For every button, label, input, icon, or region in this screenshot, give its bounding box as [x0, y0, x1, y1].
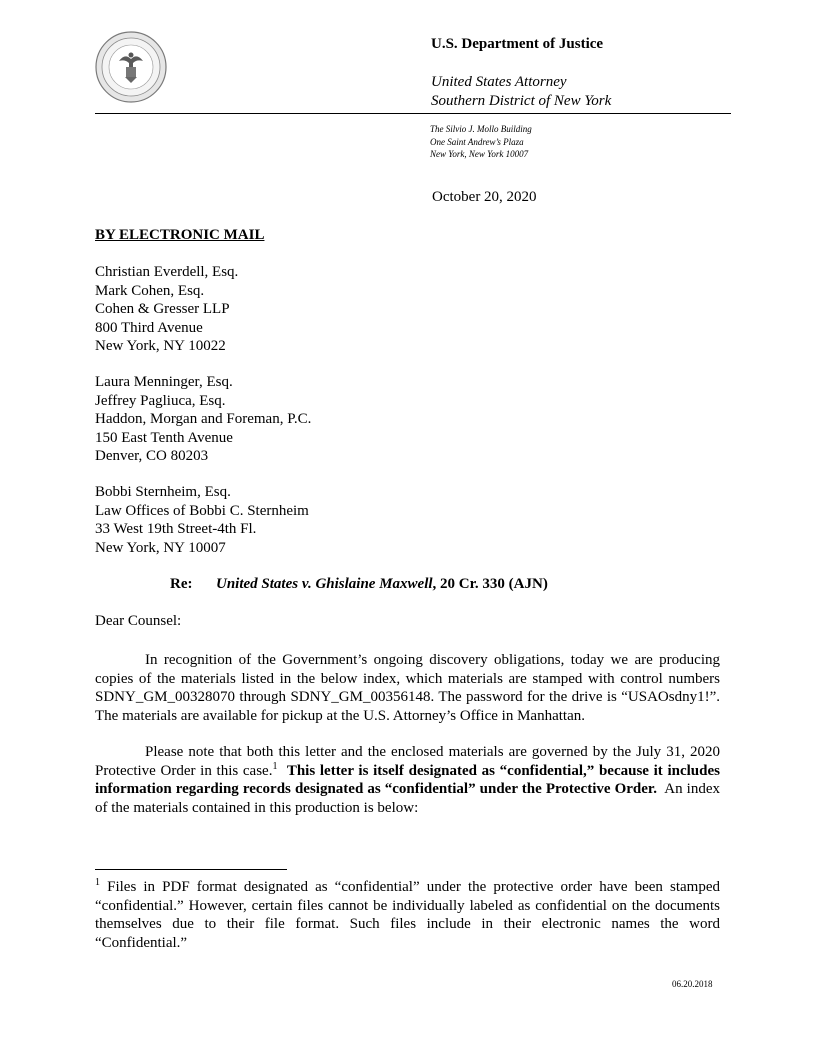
office-name — [431, 73, 611, 111]
footnote — [95, 878, 720, 952]
footnote-reference[interactable]: 1 — [272, 760, 278, 772]
address-line: The Silvio J. Mollo Building — [430, 124, 532, 134]
office-address — [430, 123, 532, 161]
doj-seal-logo — [95, 31, 167, 103]
recipient-line: Cohen & Gresser LLP — [95, 301, 230, 317]
footnote-text: Files in PDF format designated as “confidential” under the protective order have been stamped “confidential.” However, certain files cannot be individually labeled as confidential on the documents themselves due to their file format. Such files include in their electronic names the word “Confidential.” — [95, 879, 721, 951]
recipient-block-1 — [95, 263, 238, 356]
recipient-line: Jeffrey Pagliuca, Esq. — [95, 392, 226, 409]
office-line-1: United States Attorney — [431, 74, 567, 90]
recipient-line: 800 Third Avenue — [95, 319, 203, 336]
recipient-line: New York, NY 10007 — [95, 539, 226, 556]
recipient-line: Mark Cohen, Esq. — [95, 282, 205, 299]
form-number: 06.20.2018 — [672, 979, 713, 989]
confidentiality-notice: This letter is itself designated as “confidential,” because it includes information regarding records designated as “confidential” under the Protective Order. — [95, 762, 720, 797]
re-line — [170, 576, 548, 593]
body-paragraph-2 — [95, 743, 720, 817]
letterhead-divider — [95, 113, 731, 114]
recipient-line: Haddon, Morgan and Foreman, P.C. — [95, 411, 312, 427]
recipient-line: Law Offices of Bobbi C. Sternheim — [95, 502, 309, 519]
recipient-line: 150 East Tenth Avenue — [95, 429, 233, 446]
salutation: Dear Counsel: — [95, 613, 182, 629]
case-name: United States v. Ghislaine Maxwell — [216, 576, 433, 592]
delivery-method: BY ELECTRONIC MAIL — [95, 227, 265, 243]
case-number: , 20 Cr. 330 (AJN) — [432, 576, 548, 592]
recipient-block-3 — [95, 483, 309, 557]
address-line: New York, New York 10007 — [430, 149, 529, 159]
address-line: One Saint Andrew’s Plaza — [430, 136, 524, 147]
office-line-2: Southern District of New York — [431, 93, 612, 109]
paragraph-tail: An index of the materials contained in this production is below: — [95, 781, 720, 816]
recipient-line: New York, NY 10022 — [95, 338, 226, 354]
recipient-block-2 — [95, 373, 311, 466]
body-paragraph-1: In recognition of the Government’s ongoing discovery obligations, today we are producing copies of the materials listed in the below index, which materials are stamped with control numbers SDNY_GM_00328070 through SDNY_GM_00356148. The password for the drive is “USAOsdny1!”. The materials are available for pickup at the U.S. Attorney’s Office in Manhattan. — [95, 652, 720, 724]
paragraph-intro: Please note that both this letter and the enclosed materials are governed by the July 31, 2020 Protective Order in this case. — [95, 744, 720, 779]
recipient-line: Christian Everdell, Esq. — [95, 264, 239, 280]
recipient-line: Laura Menninger, Esq. — [95, 374, 233, 390]
letter-date: October 20, 2020 — [432, 189, 537, 205]
footnote-divider — [95, 869, 287, 870]
re-label: Re: — [170, 576, 193, 592]
recipient-line: 33 West 19th Street-4th Fl. — [95, 521, 257, 537]
recipient-line: Denver, CO 80203 — [95, 448, 209, 464]
recipient-line: Bobbi Sternheim, Esq. — [95, 484, 231, 500]
department-title: U.S. Department of Justice — [431, 36, 604, 52]
footnote-number: 1 — [95, 877, 100, 888]
